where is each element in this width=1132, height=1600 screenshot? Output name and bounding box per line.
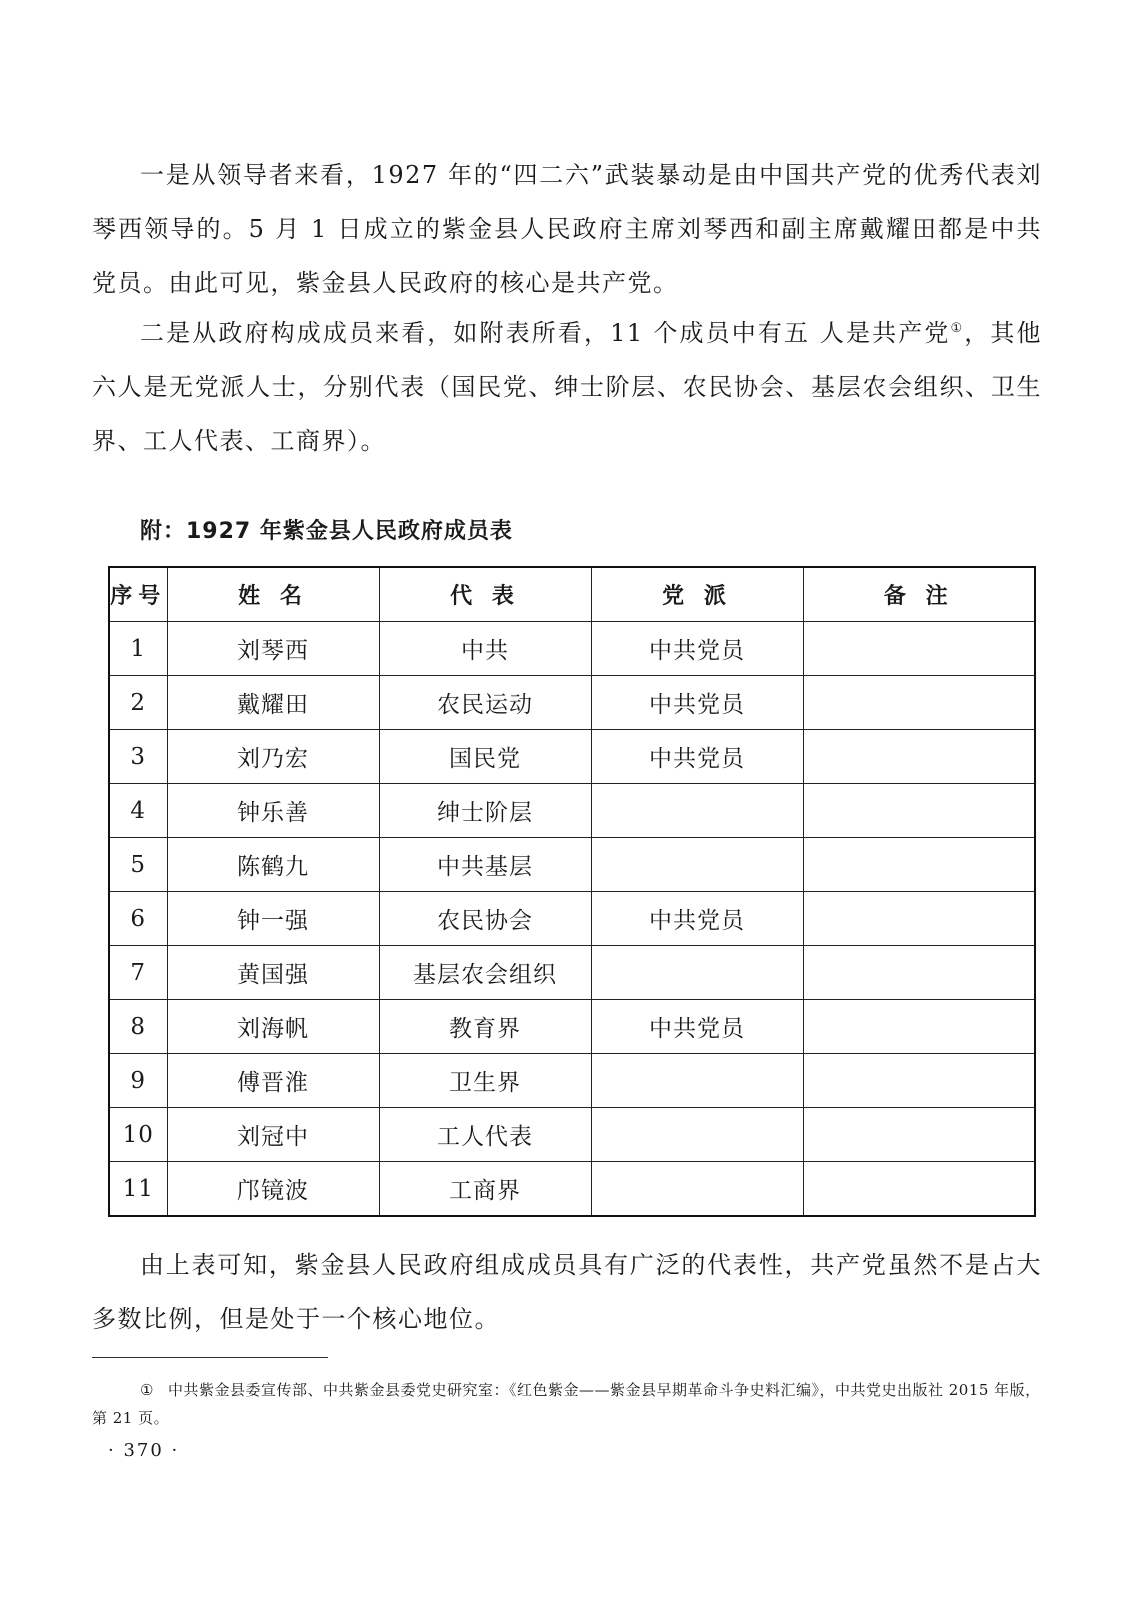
table-cell: 农民运动 [379,676,591,730]
table-cell: 中共党员 [591,730,803,784]
table-cell [591,1162,803,1217]
paragraph-leadership: 一是从领导者来看，1927 年的“四二六”武装暴动是由中国共产党的优秀代表刘琴西领导的。5 月 1 日成立的紫金县人民政府主席刘琴西和副主席戴耀田都是中共党员。由此可见，紫金县人民政府的核心是共产党。 [92,161,1042,297]
table-cell: 4 [109,784,167,838]
table-cell: 9 [109,1054,167,1108]
table-cell: 刘海帆 [167,1000,379,1054]
table-row [109,730,1035,784]
table-row [109,1000,1035,1054]
table-row [109,1054,1035,1108]
table-cell: 黄国强 [167,946,379,1000]
table-cell [591,946,803,1000]
table-cell: 中共党员 [591,1000,803,1054]
footnote [92,1376,1042,1432]
table-cell [803,676,1035,730]
table-cell: 工人代表 [379,1108,591,1162]
table-row [109,892,1035,946]
footnote-reference[interactable]: ① [950,321,965,336]
table-cell [803,1054,1035,1108]
table-cell: 陈鹤九 [167,838,379,892]
table-cell: 戴耀田 [167,676,379,730]
table-header-cell: 党 派 [591,567,803,622]
table-row [109,622,1035,676]
table-cell [803,1108,1035,1162]
table-cell: 1 [109,622,167,676]
table-cell [591,1108,803,1162]
paragraph-conclusion: 由上表可知，紫金县人民政府组成成员具有广泛的代表性，共产党虽然不是占大多数比例，但是处于一个核心地位。 [92,1251,1042,1333]
table-cell [803,892,1035,946]
table-cell: 邝镜波 [167,1162,379,1217]
footnote-divider [92,1357,328,1358]
table-row [109,1162,1035,1217]
table-cell: 国民党 [379,730,591,784]
table-row [109,676,1035,730]
table-header-cell: 姓 名 [167,567,379,622]
members-table [108,566,1036,1217]
table-cell: 农民协会 [379,892,591,946]
table-cell: 3 [109,730,167,784]
table-cell: 5 [109,838,167,892]
paragraph-composition [92,302,1042,468]
table-row [109,1108,1035,1162]
footnote-mark: ① [140,1381,154,1399]
table-cell [803,946,1035,1000]
table-cell [591,838,803,892]
table-cell [591,784,803,838]
table-row [109,946,1035,1000]
table-cell: 8 [109,1000,167,1054]
table-cell: 刘乃宏 [167,730,379,784]
table-caption: 附：1927 年紫金县人民政府成员表 [140,519,513,544]
table-cell: 中共基层 [379,838,591,892]
page-number: · 370 · [108,1440,180,1461]
table-cell [803,1000,1035,1054]
table-cell: 7 [109,946,167,1000]
table-cell: 基层农会组织 [379,946,591,1000]
table-cell: 中共党员 [591,622,803,676]
table-cell: 钟乐善 [167,784,379,838]
table-row [109,784,1035,838]
table-cell: 中共党员 [591,676,803,730]
table-cell: 11 [109,1162,167,1217]
table-cell [803,730,1035,784]
table-cell: 中共党员 [591,892,803,946]
table-header-cell: 序号 [109,567,167,622]
table-cell [803,784,1035,838]
table-body [109,622,1035,1217]
table-cell: 教育界 [379,1000,591,1054]
table-cell: 绅士阶层 [379,784,591,838]
table-cell [803,622,1035,676]
table-cell: 刘冠中 [167,1108,379,1162]
table-cell: 2 [109,676,167,730]
paragraph-composition-text-after: ，其他六人是无党派人士，分别代表（国民党、绅士阶层、农民协会、基层农会组织、卫生界、工人代表、工商界）。 [92,319,1043,455]
table-header-cell: 代 表 [379,567,591,622]
paragraph-composition-text-before: 二是从政府构成成员来看，如附表所看，11 个成员中有五 人是共产党 [140,319,951,347]
table-cell: 刘琴西 [167,622,379,676]
table-cell: 10 [109,1108,167,1162]
table-cell [591,1054,803,1108]
table-header-cell: 备 注 [803,567,1035,622]
table-row [109,838,1035,892]
table-cell: 中共 [379,622,591,676]
table-cell: 傅晋淮 [167,1054,379,1108]
table-cell: 6 [109,892,167,946]
table-cell [803,838,1035,892]
table-cell: 工商界 [379,1162,591,1217]
table-cell: 钟一强 [167,892,379,946]
table-cell: 卫生界 [379,1054,591,1108]
table-header-row [109,567,1035,622]
table-cell [803,1162,1035,1217]
footnote-text: 中共紫金县委宣传部、中共紫金县委党史研究室：《红色紫金——紫金县早期革命斗争史料汇编》，中共党史出版社 2015 年版，第 21 页。 [92,1381,1041,1427]
